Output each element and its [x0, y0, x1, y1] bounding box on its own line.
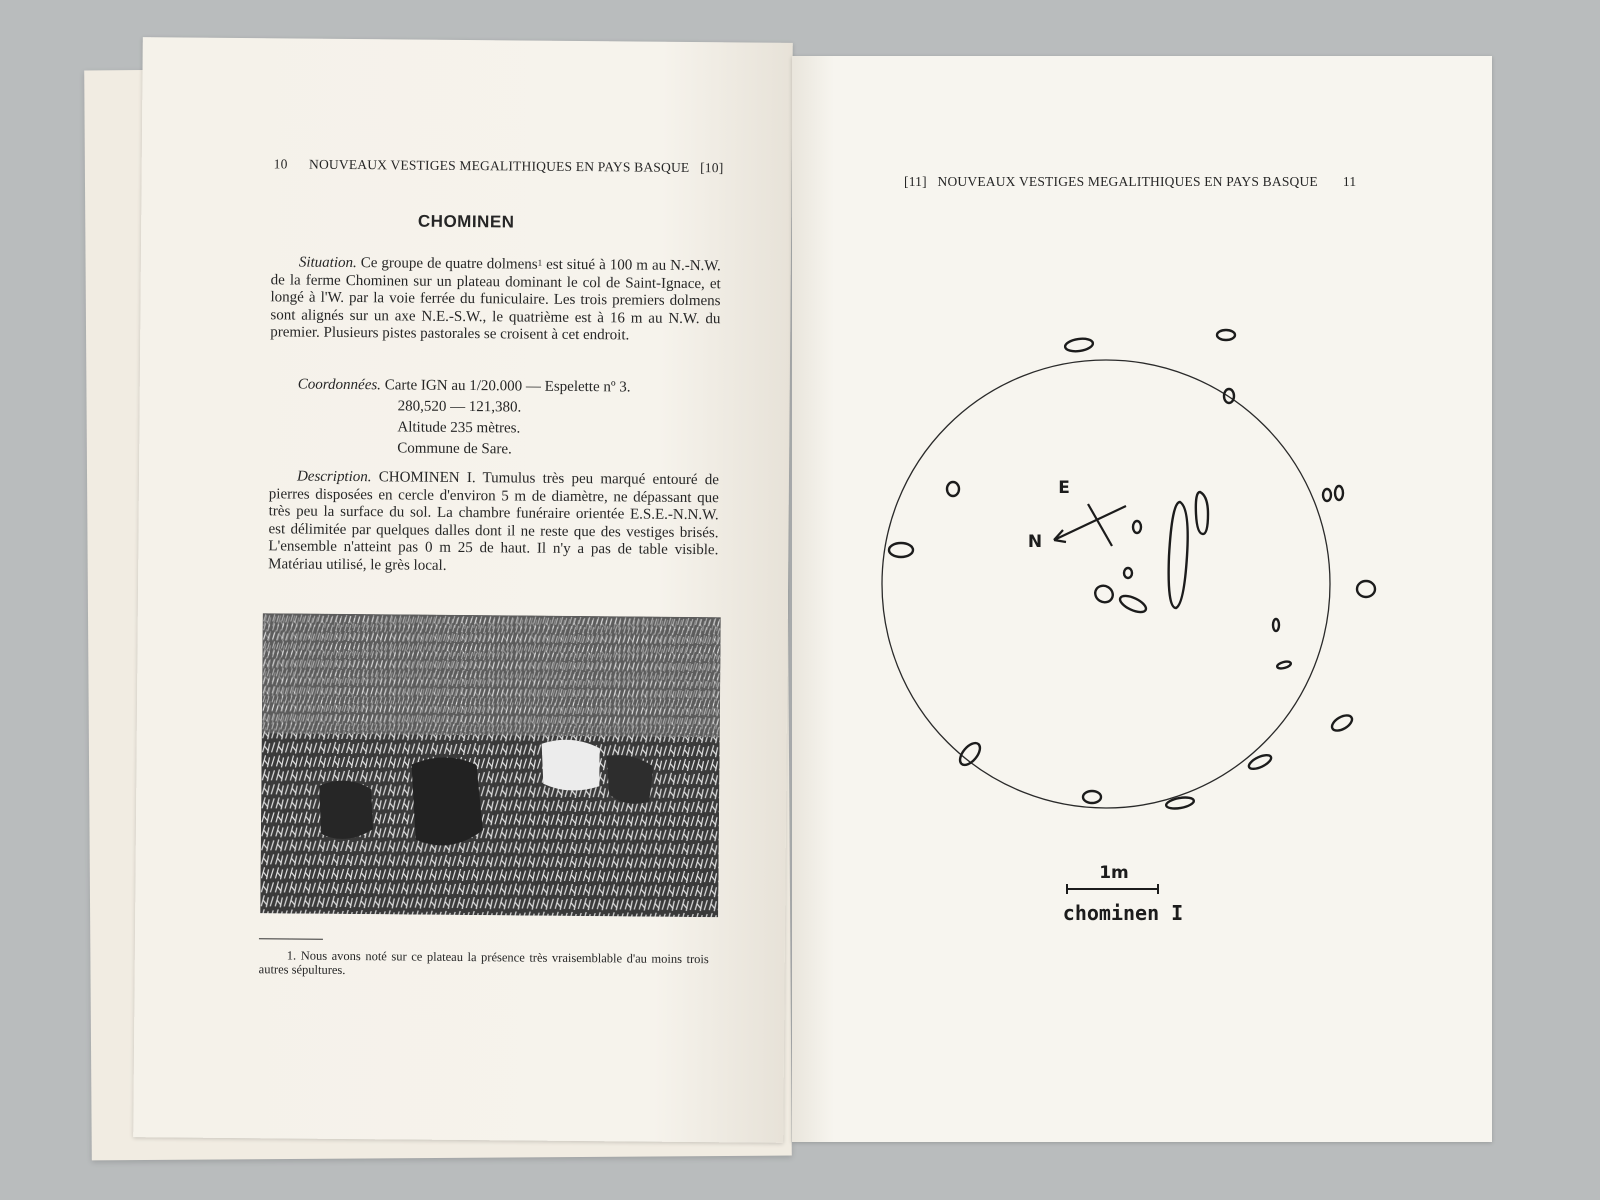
scale-bar: [1067, 884, 1158, 894]
description-label: Description.: [296, 468, 372, 486]
slab-stone: [1169, 502, 1188, 608]
stone: [1323, 489, 1331, 501]
stone-markers: [889, 330, 1375, 810]
slab-stone: [1196, 492, 1208, 534]
stone: [1329, 712, 1354, 733]
stone: [1357, 581, 1375, 597]
situation-text-a: Ce groupe de quatre dolmens: [360, 255, 538, 273]
stone: [1224, 389, 1234, 403]
stone: [1335, 486, 1343, 500]
footnote-mark: 1: [537, 257, 543, 268]
description-paragraph: [268, 468, 719, 577]
situation-text-b: est situé à 100 m au N.-N.W. de la ferme Chominen sur un plateau dominant le col de Saint-Ignace, et longé à l'W. par la voie ferrée du funiculaire. Les trois premiers dolmens sont alignés sur un axe N.E.-S.W., le quatrième est à 16 m au N.W. du premier. Plusieurs pistes pastorales se croisent à cet endroit.: [270, 256, 721, 344]
stone: [1083, 791, 1101, 803]
compass-line: [1088, 504, 1112, 546]
right-page: [792, 56, 1492, 1142]
right-header-bracket: [11]: [904, 174, 927, 189]
left-running-header: [274, 156, 724, 176]
stone: [947, 482, 959, 496]
stone: [1276, 660, 1291, 669]
photo-stone: [541, 740, 599, 791]
situation-paragraph: [270, 254, 721, 345]
stone: [889, 543, 913, 557]
coordinates-line-3: Altitude 235 mètres.: [397, 419, 521, 437]
compass-east-label: E: [1058, 478, 1070, 498]
stone: [1092, 583, 1116, 606]
stone: [1124, 568, 1132, 578]
left-page-number: 10: [273, 156, 288, 172]
coordinates-block: [297, 375, 738, 463]
description-text: CHOMINEN I. Tumulus très peu marqué entouré de pierres disposées en cercle d'environ 5 m de diamètre, ne dépassant que très peu la surface du sol. La chambre funéraire orientée E.S.E.-N.N.W. est délimitée par quelques dalles dont il ne reste que des vestiges brisés. L'ensemble n'atteint pas 0 m 25 de haut. Il n'y a pas de table visible. Matériau utilisé, le grès local.: [268, 469, 720, 574]
left-page: [133, 37, 793, 1143]
stone: [1064, 337, 1093, 353]
photo-stone: [319, 780, 374, 839]
left-header-bracket: [10]: [700, 160, 724, 176]
compass-rose: [1054, 504, 1126, 546]
coordinates-line-1: [298, 375, 738, 400]
plan-caption: chominen I: [1062, 901, 1184, 925]
coordinates-line-4: Commune de Sare.: [397, 440, 512, 458]
section-title: CHOMINEN: [417, 211, 515, 232]
stone: [1217, 330, 1235, 340]
photo-stone: [606, 755, 653, 804]
stone: [1273, 619, 1279, 631]
stone: [1133, 521, 1141, 533]
coordinates-map: Carte IGN au 1/20.000 — Espelette nº 3.: [384, 377, 631, 396]
left-header-title: NOUVEAUX VESTIGES MEGALITHIQUES EN PAYS BASQUE: [309, 156, 690, 175]
stone: [956, 740, 983, 769]
photo-stone: [411, 757, 484, 846]
dolmen-site-plan: [792, 56, 1492, 1142]
stone: [1118, 593, 1148, 616]
site-photograph: [260, 613, 721, 917]
stone: [1165, 796, 1194, 811]
coordinates-label: Coordonnées.: [297, 376, 382, 394]
compass-line: [1054, 506, 1126, 540]
situation-label: Situation.: [298, 254, 357, 272]
footnote: 1. Nous avons noté sur ce plateau la présence très vraisemblable d'au moins trois autres sépultures.: [258, 948, 709, 977]
compass-north-label: N: [1027, 532, 1043, 552]
scale-label: 1m: [1099, 863, 1129, 883]
right-page-number: 11: [1342, 174, 1357, 189]
right-header-title: NOUVEAUX VESTIGES MEGALITHIQUES EN PAYS BASQUE: [937, 174, 1318, 189]
footnote-rule: [259, 938, 323, 940]
coordinates-line-2: 280,520 — 121,380.: [397, 398, 522, 416]
stone-circle-outline: [882, 360, 1330, 808]
